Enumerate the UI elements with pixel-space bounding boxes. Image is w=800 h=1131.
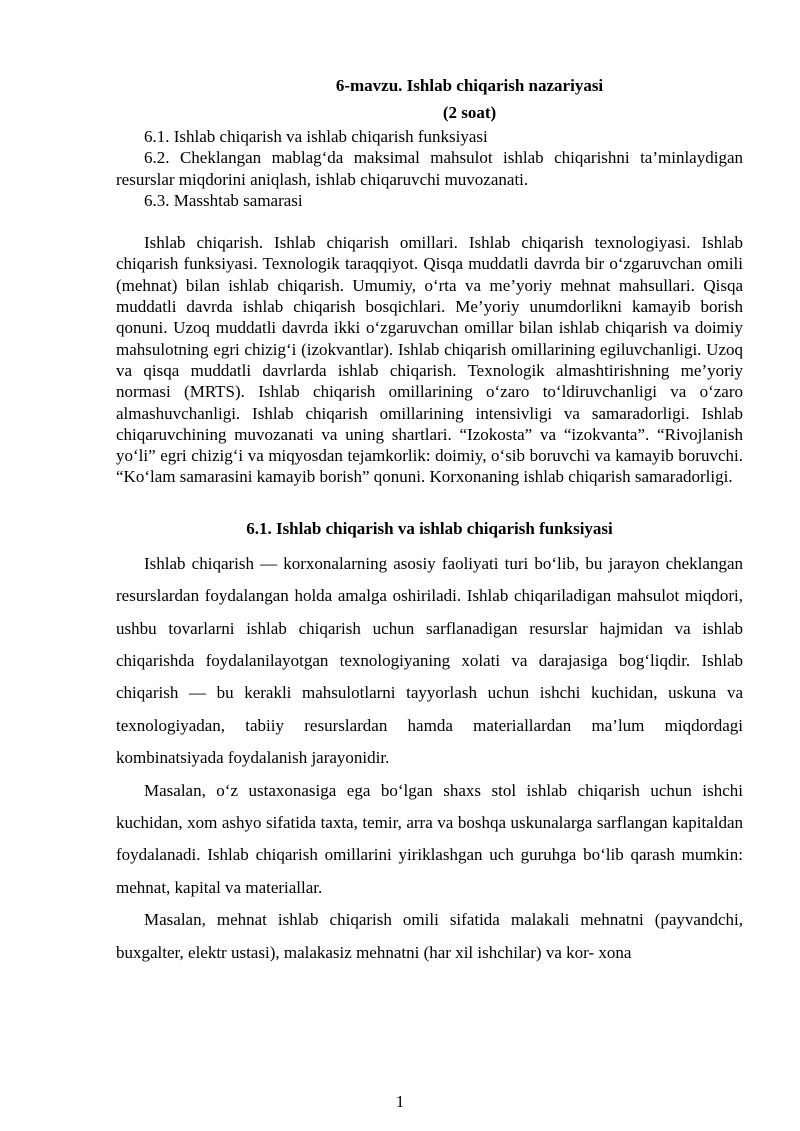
toc-item-6-2: 6.2. Cheklangan mablag‘da maksimal mahsulot ishlab chiqarishni ta’minlaydigan resurslar miqdorini aniqlash, ishlab chiqaruvchi muvozanati. <box>116 148 743 189</box>
page-number: 1 <box>395 1092 405 1111</box>
page-title: 6-mavzu. Ishlab chiqarish nazariyasi <box>335 76 604 95</box>
document-page <box>116 72 743 969</box>
topic-summary: Ishlab chiqarish. Ishlab chiqarish omillari. Ishlab chiqarish texnologiyasi. Ishlab chiqarish funksiyasi. Texnologik taraqqiyot. Qisqa muddatli davrda bir o‘zgaruvchan omili (mehnat) bilan ishlab chiqarish. Umumiy, o‘rta va me’yoriy mehnat mahsullari. Qisqa muddatli davrda ishlab chiqarish bosqichlari. Me’yoriy unumdorlikni kamayib borish qonuni. Uzoq muddatli davrda ikki o‘zgaruvchan omillar bilan ishlab chiqarish va doimiy mahsulotning egri chizig‘i (izokvantlar). Ishlab chiqarish omillarining egiluvchanligi. Uzoq va qisqa muddatli davrlarda ishlab chiqarish. Texnologik almashtirishning me’yoriy normasi (MRTS). Ishlab chiqarish omillarining o‘zaro to‘ldiruvchanligi va o‘zaro almashuvchanligi. Ishlab chiqarish omillarining intensivligi va samaradorligi. Ishlab chiqaruvchining muvozanati va uning shartlari. “Izokosta” va “izokvanta”. “Rivojlanish yo‘li” egri chizig‘i va miqyosdan tejamkorlik: doimiy, o‘sib boruvchi va kamayib boruvchi. “Ko‘lam samarasini kamayib borish” qonuni. Korxonaning ishlab chiqarish samaradorligi. <box>116 233 743 487</box>
toc-item-6-1: 6.1. Ishlab chiqarish va ishlab chiqarish funksiyasi <box>144 127 488 146</box>
body-paragraph: Ishlab chiqarish — korxonalarning asosiy faoliyati turi bo‘lib, bu jarayon cheklangan resurslardan foydalangan holda amalga oshiriladi. Ishlab chiqariladigan mahsulot miqdori, ushbu tovarlarni ishlab chiqarish uchun sarflanadigan resurslar hajmidan va ishlab chiqarishda foydalanilayotgan texnologiyaning xolati va darajasiga bog‘liqdir. Ishlab chiqarish — bu kerakli mahsulotlarni tayyorlash uchun ishchi kuchidan, uskuna va texnologiyadan, tabiiy resurslardan hamda materiallardan ma’lum miqdordagi kombinatsiyada foydalanish jarayonidir. <box>116 553 743 768</box>
section-heading: 6.1. Ishlab chiqarish va ishlab chiqarish funksiyasi <box>246 518 613 538</box>
toc-item-6-3: 6.3. Masshtab samarasi <box>144 190 303 210</box>
page-subtitle: (2 soat) <box>442 103 497 122</box>
body-paragraph: Masalan, o‘z ustaxonasiga ega bo‘lgan shaxs stol ishlab chiqarish uchun ishchi kuchidan, xom ashyo sifatida taxta, temir, arra va boshqa uskunalarga sarflangan kapitaldan foydalanadi. Ishlab chiqarish omillarini yiriklashgan uch guruhga bo‘lib qarash mumkin: mehnat, kapital va materiallar. <box>116 780 743 897</box>
body-paragraph: Masalan, mehnat ishlab chiqarish omili sifatida malakali mehnatni (payvandchi, buxgalter, elektr ustasi), malakasiz mehnatni (har xil ishchilar) va kor- xona <box>116 910 743 962</box>
